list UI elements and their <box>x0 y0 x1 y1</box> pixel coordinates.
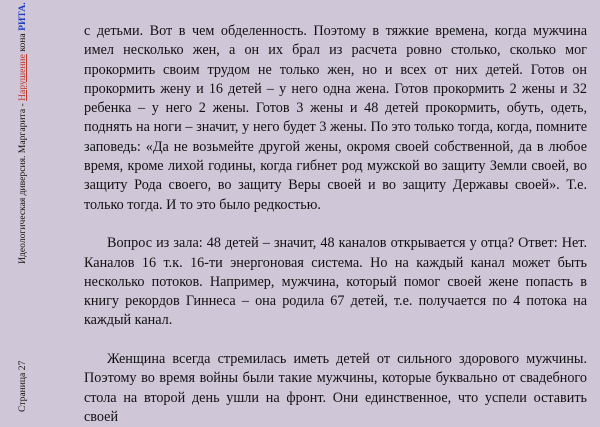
paragraph-1: с детьми. Вот в чем обделенность. Поэтому в тяжкие времена, когда мужчина имел несколько жен, а он их брал из расчета ровно столько, сколько мог прокормить своим трудом не только жен, но и всех от них детей. Готов он прокормить жену и 16 детей – у него одна жена. Готов прокормить 2 жены и 32 ребенка – у него 2 жены. Готов 3 жены и 48 детей прокормить, обуть, одеть, поднять на ноги – значит, у него будет 3 жены. По это только тогда, когда, помните заповедь: «Да не возьмейте другой жены, окромя своей собственной, да в любое время, кроме лихой годины, когда гибнет род мужской во защиту Земли своей, во защиту Рода своего, во защиту Веры своей и во защиту Державы своей». Т.е. только тогда. И то это было редкостью. <box>84 23 587 213</box>
sidebar-caption <box>17 2 29 412</box>
code-prefix: кона <box>17 30 28 55</box>
page-number: Страница 27 <box>17 360 28 412</box>
highlight-word: Нарушение <box>17 54 28 101</box>
document-title: Идеологическая диверсия. Маргарита - <box>17 100 28 264</box>
paragraph-2: Вопрос из зала: 48 детей – значит, 48 каналов открывается у отца? Ответ: Нет. Каналов 16 т.к. 16-ти энергоновая система. Но на каждый канал может быть несколько потоков. Например, мужчина, который помог своей жене попасть в книгу рекордов Гиннеса – она родила 67 детей, т.е. получается по 4 потока на каждый канал. <box>84 235 587 329</box>
paragraph-3: Женщина всегда стремилась иметь детей от сильного здорового мужчины. Поэтому во время войны были такие мужчины, которые буквально от свадебного стола на второй день ушли на фронт. Они единственное, что успели оставить своей <box>84 351 587 425</box>
page-body <box>84 22 587 427</box>
page-sidebar <box>10 2 36 416</box>
code-name: РИТА. <box>17 2 28 31</box>
